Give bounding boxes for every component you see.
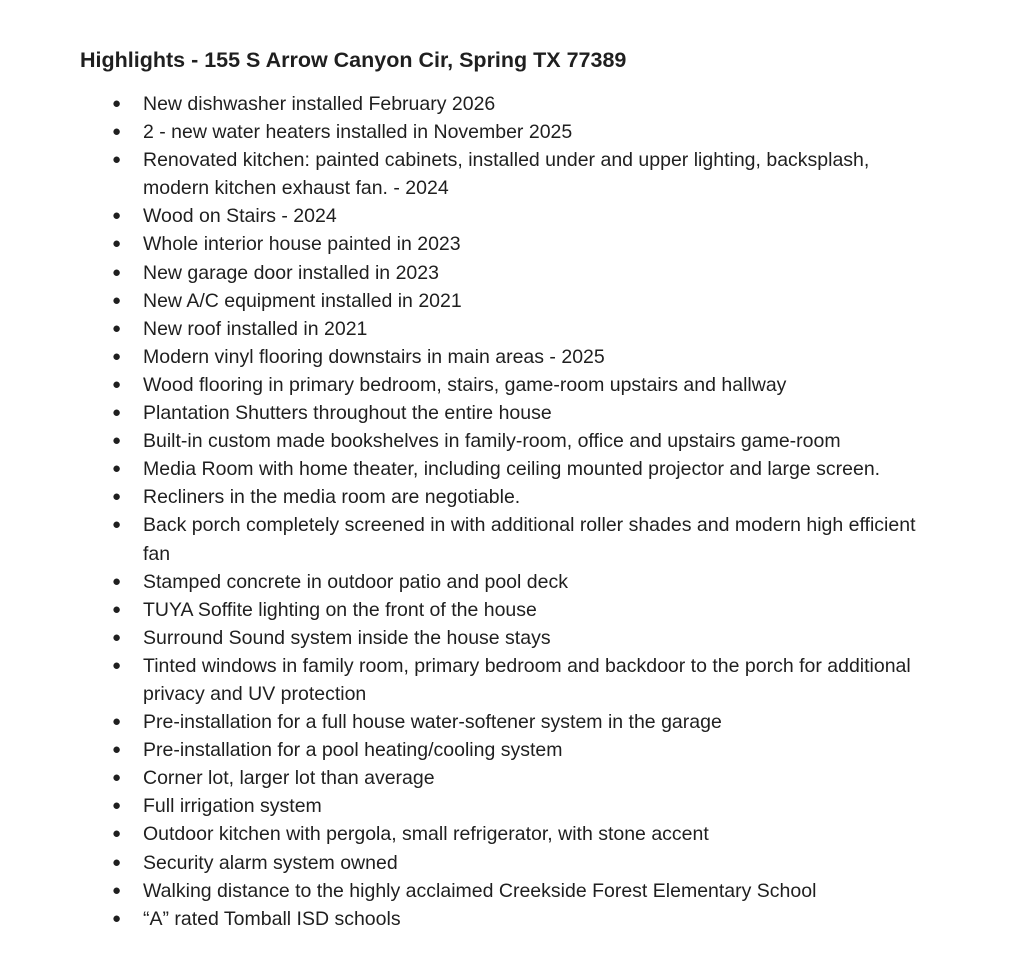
list-item-text: Outdoor kitchen with pergola, small refrigerator, with stone accent (143, 823, 709, 846)
list-item-text: Built-in custom made bookshelves in family-room, office and upstairs game-room (143, 430, 841, 453)
bullet-icon: ● (112, 572, 122, 590)
list-item (0, 568, 918, 596)
list-item-text: Tinted windows in family room, primary bedroom and backdoor to the porch for additional privacy and UV protection (143, 654, 911, 705)
list-item (0, 596, 918, 624)
bullet-icon: ● (112, 769, 122, 787)
list-item-text: New roof installed in 2021 (143, 317, 368, 340)
list-item (0, 905, 918, 933)
list-item-text: Media Room with home theater, including ceiling mounted projector and large screen. (143, 458, 881, 481)
list-item (0, 90, 918, 118)
list-item-text: Back porch completely screened in with additional roller shades and modern high efficient fan (143, 514, 916, 565)
list-item (0, 792, 918, 820)
list-item (0, 652, 918, 708)
highlights-list (0, 90, 918, 933)
list-item-text: Full irrigation system (143, 795, 322, 818)
list-item (0, 877, 918, 905)
bullet-icon: ● (112, 741, 122, 759)
list-item-text: New dishwasher installed February 2026 (143, 93, 496, 115)
bullet-icon: ● (112, 628, 122, 646)
list-item-text: Stamped concrete in outdoor patio and pool deck (143, 570, 568, 593)
list-item (0, 764, 918, 792)
list-item-text: Pre-installation for a pool heating/cooling system (143, 739, 563, 762)
bullet-icon: ● (112, 797, 122, 815)
list-item (0, 230, 918, 258)
list-item (0, 849, 918, 877)
list-item (0, 820, 918, 848)
list-item-text: “A” rated Tomball ISD schools (143, 907, 401, 930)
bullet-icon: ● (112, 319, 122, 337)
list-item-text: Wood flooring in primary bedroom, stairs, game-room upstairs and hallway (143, 373, 787, 396)
bullet-icon: ● (112, 516, 122, 534)
list-item (0, 202, 918, 230)
list-item-text: 2 - new water heaters installed in November 2025 (143, 121, 573, 144)
bullet-icon: ● (112, 825, 122, 843)
list-item-text: Pre-installation for a full house water-softener system in the garage (143, 711, 722, 734)
bullet-icon: ● (112, 151, 122, 169)
bullet-icon: ● (112, 881, 122, 899)
bullet-icon: ● (112, 432, 122, 450)
list-item (0, 399, 918, 427)
bullet-icon: ● (112, 95, 122, 112)
bullet-icon: ● (112, 460, 122, 478)
list-item-text: Surround Sound system inside the house stays (143, 626, 551, 649)
list-item-text: Whole interior house painted in 2023 (143, 233, 461, 256)
list-item (0, 483, 918, 511)
bullet-icon: ● (112, 375, 122, 393)
list-item (0, 371, 918, 399)
list-item-text: Corner lot, larger lot than average (143, 767, 435, 790)
bullet-icon: ● (112, 291, 122, 309)
bullet-icon: ● (112, 123, 122, 141)
bullet-icon: ● (112, 713, 122, 731)
bullet-icon: ● (112, 909, 122, 927)
list-item (0, 624, 918, 652)
list-item (0, 287, 918, 315)
list-item (0, 315, 918, 343)
bullet-icon: ● (112, 404, 122, 422)
list-item-text: Wood on Stairs - 2024 (143, 205, 337, 228)
list-item (0, 343, 918, 371)
list-item (0, 455, 918, 483)
bullet-icon: ● (112, 488, 122, 506)
bullet-icon: ● (112, 853, 122, 871)
list-item-text: Renovated kitchen: painted cabinets, installed under and upper lighting, backsplash, modern kitchen exhaust fan. - 2024 (143, 149, 870, 200)
bullet-icon: ● (112, 235, 122, 253)
list-item (0, 427, 918, 455)
list-item-text: TUYA Soffite lighting on the front of the house (143, 598, 537, 621)
list-item (0, 708, 918, 736)
list-item (0, 736, 918, 764)
bullet-icon: ● (112, 207, 122, 225)
document-title: Highlights - 155 S Arrow Canyon Cir, Spring TX 77389 (80, 48, 627, 72)
list-item-text: Plantation Shutters throughout the entire house (143, 402, 552, 425)
bullet-icon: ● (112, 347, 122, 365)
bullet-icon: ● (112, 656, 122, 674)
list-item (0, 146, 918, 202)
list-item-text: Walking distance to the highly acclaimed Creekside Forest Elementary School (143, 879, 817, 902)
list-item-text: Recliners in the media room are negotiable. (143, 486, 521, 509)
list-item-text: Modern vinyl flooring downstairs in main areas - 2025 (143, 345, 605, 368)
list-item (0, 511, 918, 567)
list-item-text: New A/C equipment installed in 2021 (143, 289, 462, 312)
bullet-icon: ● (112, 600, 122, 618)
list-item-text: Security alarm system owned (143, 851, 398, 874)
list-item (0, 259, 918, 287)
bullet-icon: ● (112, 263, 122, 281)
list-item (0, 118, 918, 146)
list-item-text: New garage door installed in 2023 (143, 261, 439, 284)
